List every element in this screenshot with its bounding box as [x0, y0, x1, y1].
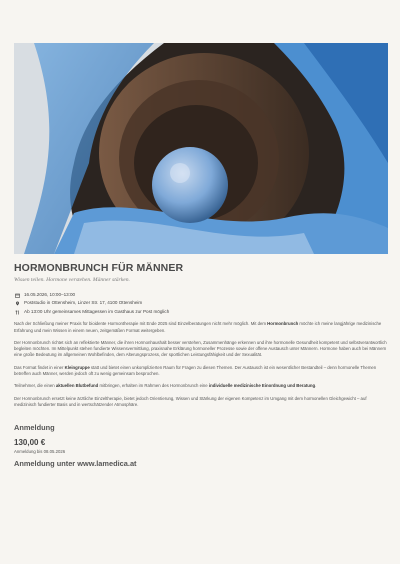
meta-date-row: [14, 291, 388, 299]
event-subtitle: Wissen teilen. Hormone verstehen. Männer stärken.: [14, 277, 130, 283]
registration-website-link[interactable]: Anmeldung unter www.lamedica.at: [14, 459, 137, 469]
bloodwork-paragraph: Teilnehmer, die einen aktuellen Blutbefund mitbringen, erhalten im Rahmen des Hormonbrunch eine individuelle medizinische Einordnung und Beratung.: [14, 383, 317, 389]
fork-knife-icon: [14, 309, 20, 315]
price: 130,00 €: [14, 438, 46, 448]
intro-paragraph: Nach der Schließung meiner Praxis für bioidente Hormontherapie mit Ende 2025 sind Einzelberatungen nicht mehr möglich. Mit dem Hormonbrunch möchte ich meine langjährige medizinische Erfahrung und mein Wissen in einem neuen, zeitgemäßen Format weitergeben.: [14, 321, 382, 333]
hero-image: [14, 43, 388, 254]
location-pin-icon: [14, 301, 20, 307]
rock-sphere-photo: [14, 43, 388, 254]
disclaimer-paragraph: Der Hormonbrunch ersetzt keine ärztliche Einzeltherapie, bietet jedoch Orientierung, Wissen und Stärkung der eigenen Kompetenz im Umgang mit dem hormonellen Gleichgewicht – auf medizinisch fundierter Basis und in wertschätzender Atmosphäre.: [14, 395, 367, 407]
registration-deadline: Anmeldung bis 08.05.2026: [14, 449, 66, 455]
event-location: Poststudio in Ottensheim, Linzer Str. 17, 4100 Ottensheim: [24, 300, 143, 306]
event-title: HORMONBRUNCH FÜR MÄNNER: [14, 262, 184, 274]
format-paragraph: Das Format findet in einer Kleingruppe statt und bietet einen unkomplizierten Raum für Fragen zu diesen Themen. Der Austausch ist ein wesentlicher Bestandteil – denn hormonelle Themen betreffen auch Männer, werden jedoch oft zu wenig gemeinsam besprochen.: [14, 364, 377, 376]
event-meta: [14, 291, 388, 316]
event-content: [14, 262, 388, 468]
event-date: 16.05.2026, 10:00–13:00: [24, 292, 76, 297]
meta-location-row: [14, 299, 388, 307]
event-lunch: Ab 13:00 Uhr gemeinsames Mittagessen im Gasthaus zur Post möglich: [24, 308, 170, 314]
registration-heading: Anmeldung: [14, 423, 55, 433]
calendar-icon: [14, 292, 20, 298]
meta-lunch-row: [14, 308, 388, 316]
audience-paragraph: Der Hormonbrunch richtet sich an reflektierte Männer, die ihren Hormonhaushalt besser verstehen, Zusammenhänge erkennen und ihre hormonelle Gesundheit kompetent und selbstverantwortlich begleiten möchten. Im Mittelpunkt stehen fundierte Wissensvermittlung, praxisnahe Erklärung hormoneller Prozesse sowie der offene Austausch unter Männern. Hormone haben auch bei Männern eine große Bedeutung im allgemeinen Wohlbefinden, dem Alterungsprozess, der sportlichen Leistungsfähigkeit und der Sexualität.: [14, 339, 387, 358]
